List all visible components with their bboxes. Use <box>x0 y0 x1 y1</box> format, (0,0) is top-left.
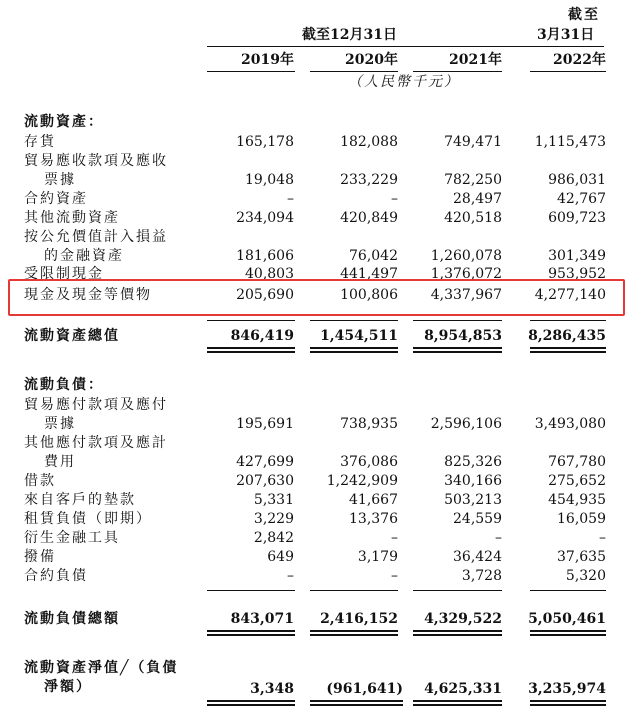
cell: 420,849 <box>340 210 398 226</box>
header-as-at: 截至 <box>568 7 600 23</box>
year-2022: 2022年 <box>553 52 606 68</box>
cell: 76,042 <box>349 248 398 264</box>
net-cell: (961,641) <box>326 681 403 697</box>
double-rule <box>310 630 398 632</box>
double-rule <box>310 351 398 353</box>
header-dec31: 截至12月31日 <box>302 27 397 43</box>
subtotal-rule <box>310 320 398 321</box>
cell: 13,376 <box>349 511 398 527</box>
cell: – <box>391 191 398 207</box>
cell: 4,277,140 <box>534 287 606 303</box>
row-label-cont: 的金融資產 <box>44 248 124 264</box>
double-rule <box>530 634 606 636</box>
cell: 441,497 <box>340 266 398 282</box>
cell: 4,337,967 <box>430 287 502 303</box>
cell: – <box>287 191 294 207</box>
subtotal-rule <box>310 590 398 591</box>
cell: 24,559 <box>453 511 502 527</box>
double-rule <box>413 704 502 706</box>
cell: 3,728 <box>461 568 502 584</box>
double-rule <box>207 347 295 349</box>
year-2020: 2020年 <box>345 52 398 68</box>
cell: 340,166 <box>444 473 502 489</box>
double-rule <box>413 634 502 636</box>
year-rule-1 <box>207 71 295 72</box>
row-label: 其他應付款項及應計 <box>24 435 168 451</box>
year-rule-3 <box>413 71 502 72</box>
cell: – <box>495 530 502 546</box>
subtotal-rule <box>530 320 606 321</box>
row-label: 受限制現金 <box>24 266 104 282</box>
cell: 782,250 <box>444 172 502 188</box>
double-rule <box>207 704 295 706</box>
cell: 376,086 <box>340 454 398 470</box>
row-label: 合約資產 <box>24 191 88 207</box>
cell: – <box>599 530 606 546</box>
total-cell: 8,954,853 <box>424 328 502 344</box>
cell: 427,699 <box>236 454 294 470</box>
row-label: 合約負債 <box>24 568 88 584</box>
cell: 16,059 <box>557 511 606 527</box>
cell: 609,723 <box>548 210 606 226</box>
cell: 503,213 <box>444 492 502 508</box>
cell: 1,242,909 <box>326 473 398 489</box>
cell: 42,767 <box>557 191 606 207</box>
cell: 182,088 <box>340 134 398 150</box>
cell: 28,497 <box>453 191 502 207</box>
cell: 3,229 <box>253 511 294 527</box>
total-cell: 846,419 <box>230 328 294 344</box>
cell: 234,094 <box>236 210 294 226</box>
double-rule <box>310 634 398 636</box>
cell: 181,606 <box>236 248 294 264</box>
header-rule-mar <box>530 46 604 47</box>
year-rule-2 <box>310 71 398 72</box>
row-label: 借款 <box>24 473 56 489</box>
row-label: 存貨 <box>24 134 56 150</box>
subtotal-rule <box>413 320 502 321</box>
row-label-cont: 票據 <box>44 172 76 188</box>
section-current-assets: 流動資產： <box>24 114 104 130</box>
cell: 195,691 <box>236 416 294 432</box>
total-current-assets-label: 流動資產總值 <box>24 328 120 344</box>
total-cell: 4,329,522 <box>424 611 502 627</box>
cell: 649 <box>267 549 294 565</box>
cell: 986,031 <box>548 172 606 188</box>
row-label: 按公允價值計入損益 <box>24 229 168 245</box>
net-cell: 3,348 <box>250 681 294 697</box>
unit-label: （人民幣千元） <box>348 74 460 90</box>
year-rule-4 <box>530 71 606 72</box>
net-current-label: 流動資產淨值╱（負債 <box>24 660 179 676</box>
cell: 825,326 <box>444 454 502 470</box>
row-label: 來自客戶的墊款 <box>24 492 136 508</box>
cell: 36,424 <box>453 549 502 565</box>
row-label: 租賃負債（即期） <box>24 511 152 527</box>
cell: 738,935 <box>340 416 398 432</box>
cell: 40,803 <box>245 266 294 282</box>
double-rule <box>207 630 295 632</box>
cell: 233,229 <box>340 172 398 188</box>
year-2021: 2021年 <box>449 52 502 68</box>
cell: 454,935 <box>548 492 606 508</box>
subtotal-rule <box>207 320 295 321</box>
total-cell: 8,286,435 <box>528 328 606 344</box>
net-cell: 4,625,331 <box>424 681 502 697</box>
row-label-cont: 票據 <box>44 416 76 432</box>
double-rule <box>530 700 606 702</box>
cell: – <box>287 568 294 584</box>
cell: 37,635 <box>557 549 606 565</box>
cell: 767,780 <box>548 454 606 470</box>
cell: 19,048 <box>245 172 294 188</box>
total-cell: 1,454,511 <box>320 328 398 344</box>
subtotal-rule <box>207 590 295 591</box>
cell: 1,115,473 <box>534 134 606 150</box>
cell: 205,690 <box>236 287 294 303</box>
double-rule <box>310 700 403 702</box>
net-cell: 3,235,974 <box>528 681 606 697</box>
double-rule <box>207 351 295 353</box>
subtotal-rule <box>413 590 502 591</box>
double-rule <box>530 351 606 353</box>
cell: – <box>391 568 398 584</box>
total-cell: 5,050,461 <box>528 611 606 627</box>
cell: 953,952 <box>548 266 606 282</box>
total-cell: 843,071 <box>230 611 294 627</box>
double-rule <box>310 704 403 706</box>
subtotal-rule <box>530 590 606 591</box>
cell: 275,652 <box>548 473 606 489</box>
row-label: 其他流動資產 <box>24 210 120 226</box>
cell: – <box>391 530 398 546</box>
section-current-liabilities: 流動負債： <box>24 377 104 393</box>
row-label: 現金及現金等價物 <box>24 287 152 303</box>
total-current-liabilities-label: 流動負債總額 <box>24 611 120 627</box>
row-label-cont: 費用 <box>44 454 76 470</box>
row-label: 衍生金融工具 <box>24 530 120 546</box>
cell: 5,320 <box>565 568 606 584</box>
double-rule <box>207 634 295 636</box>
net-current-label-cont: 淨額） <box>44 679 92 695</box>
double-rule <box>530 347 606 349</box>
cell: 100,806 <box>340 287 398 303</box>
cell: 3,179 <box>357 549 398 565</box>
double-rule <box>413 351 502 353</box>
double-rule <box>413 347 502 349</box>
cell: 41,667 <box>349 492 398 508</box>
double-rule <box>530 704 606 706</box>
cell: 1,260,078 <box>430 248 502 264</box>
cell: 3,493,080 <box>534 416 606 432</box>
cell: 749,471 <box>444 134 502 150</box>
cell: 5,331 <box>253 492 294 508</box>
double-rule <box>413 630 502 632</box>
double-rule <box>207 700 295 702</box>
cell: 1,376,072 <box>430 266 502 282</box>
header-mar31: 3月31日 <box>537 27 595 43</box>
year-2019: 2019年 <box>241 52 294 68</box>
cell: 165,178 <box>236 134 294 150</box>
total-cell: 2,416,152 <box>320 611 398 627</box>
cell: 2,596,106 <box>430 416 502 432</box>
row-label: 撥備 <box>24 549 56 565</box>
row-label: 貿易應收款項及應收 <box>24 153 168 169</box>
double-rule <box>530 630 606 632</box>
row-label: 貿易應付款項及應付 <box>24 397 168 413</box>
cell: 301,349 <box>548 248 606 264</box>
cell: 207,630 <box>236 473 294 489</box>
cell: 2,842 <box>253 530 294 546</box>
double-rule <box>413 700 502 702</box>
cell: 420,518 <box>444 210 502 226</box>
double-rule <box>310 347 398 349</box>
